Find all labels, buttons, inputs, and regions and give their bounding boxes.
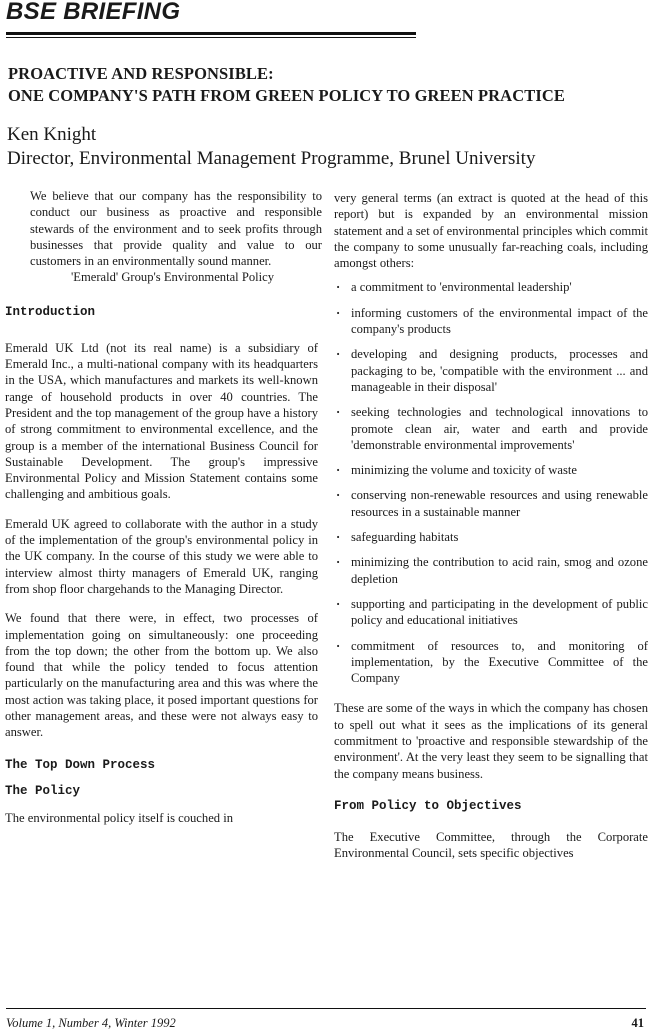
heading-top-down-process: The Top Down Process [5,757,156,772]
list-item: · conserving non-renewable resources and using renewable resources in a sustainable manner [334,487,648,520]
article-title [8,63,648,107]
paragraph-policy-1: The environmental policy itself is couched in [5,810,234,825]
principles-list [334,279,648,686]
paragraph-principles-summary: These are some of the ways in which the company has chosen to spell out what it sees as the implications of its general commitment to 'proactive and responsible stewardship of the environment'. At the very least they seem to be signalling that the company means business. [334,701,648,781]
paragraph-objectives-1: The Executive Committee, through the Corporate Environmental Council, sets specific objectives [334,829,648,861]
header-rule-thin [6,37,416,38]
policy-quote: We believe that our company has the responsibility to conduct our business as proactive and responsible stewards of the environment and to seek profits through businesses that provide quality and value to our customers in an environmentally sound manner. [30,189,322,269]
journal-issue: Volume 1, Number 4, Winter 1992 [6,1016,176,1030]
list-item: · minimizing the volume and toxicity of waste [334,462,648,478]
header-rule-thick [6,32,416,35]
article-title-line-2: ONE COMPANY'S PATH FROM GREEN POLICY TO GREEN PRACTICE [8,86,565,105]
list-item: · seeking technologies and technological innovations to promote clean air, water and earth and provide 'demonstrable environmental improvements' [334,404,648,453]
author-name: Ken Knight [7,124,97,145]
right-column [334,190,648,862]
paragraph-intro-2: Emerald UK agreed to collaborate with the author in a study of the implementation of the group's environmental policy in the UK company. In the course of this study we were able to interview almost thirty managers of Emerald UK, ranging from shop floor chargehands to the Managing Director. [5,516,318,596]
paragraph-intro-3: We found that there were, in effect, two processes of implementation going on simultaneously: one proceeding from the top down; the other from the bottom up. We also found that while the policy tended to focus attention particularly on the manufacturing area and this was where the most action was taking place, it posed important questions for other management areas, and these were not always easy to answer. [5,611,318,740]
heading-the-policy: The Policy [5,783,81,798]
left-column [5,188,322,826]
article-title-line-1: PROACTIVE AND RESPONSIBLE: [8,64,274,83]
section-header: BSE BRIEFING [6,0,181,25]
author-affiliation: Director, Environmental Management Programme, Brunel University [7,148,536,169]
footer-rule [6,1008,646,1009]
policy-quote-source: 'Emerald' Group's Environmental Policy [70,270,275,285]
list-item: · informing customers of the environmental impact of the company's products [334,305,648,338]
list-item: · commitment of resources to, and monitoring of implementation, by the Executive Committee of the Company [334,638,648,687]
heading-introduction: Introduction [5,304,96,319]
list-item: · developing and designing products, processes and packaging to be, 'compatible with the environment ... and manageable in their disposal' [334,346,648,395]
list-item: · supporting and participating in the development of public policy and educational initiatives [334,596,648,629]
page-number: 41 [631,1016,644,1030]
list-item: · safeguarding habitats [334,529,648,545]
paragraph-principles-intro: very general terms (an extract is quoted at the head of this report) but is expanded by an environmental mission statement and a set of environmental principles which commit the company to some unusually far-reaching coals, including amongst others: [334,191,648,271]
list-item: · minimizing the contribution to acid rain, smog and ozone depletion [334,554,648,587]
list-item: · a commitment to 'environmental leadership' [334,279,648,295]
paragraph-intro-1: Emerald UK Ltd (not its real name) is a subsidiary of Emerald Inc., a multi-national company with its headquarters in the USA, which manufactures and markets its well-known range of household products in over 40 countries. The President and the top management of the group have a history of strong commitment to environmental excellence, and the group is a member of the international Business Council for Sustainable Development. The group's impressive Environmental Policy and Mission Statement contains some challenging and ambitious goals. [5,340,318,502]
heading-policy-to-objectives: From Policy to Objectives [334,798,522,813]
